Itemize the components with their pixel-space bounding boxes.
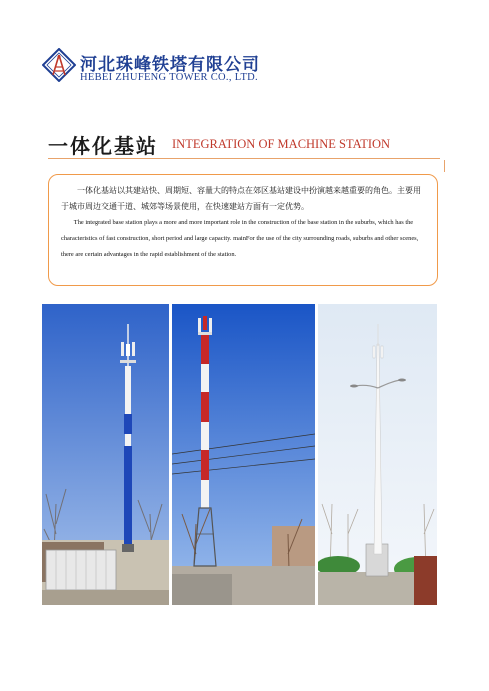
tower-logo-icon xyxy=(42,48,76,82)
company-name-cn: 河北珠峰铁塔有限公司 xyxy=(80,55,260,75)
photo-tower-blue xyxy=(42,304,169,605)
title-divider xyxy=(48,158,440,159)
title-divider-tick xyxy=(444,160,445,172)
description-cn: 一体化基站以其建站快、周期短、容量大的特点在郊区基站建设中扮演越来越重要的角色。主要用于城市周边交通干道、城郊等场景使用，在快速建站方面有一定优势。 xyxy=(61,186,421,211)
photo-tower-white xyxy=(318,304,437,605)
section-title-en: INTEGRATION OF MACHINE STATION xyxy=(172,137,391,151)
company-name-en: HEBEI ZHUFENG TOWER CO., LTD. xyxy=(80,72,258,83)
photo-tower-redwhite xyxy=(172,304,315,605)
description-box xyxy=(48,174,438,286)
description-en: The integrated base station plays a more and more important role in the construction of the base station in the suburbs, which has the characteristics of fast construction, short period and large capacity. mainFor the use of the city surrounding roads, suburbs and other scenes, there are certain advantages in the rapid establishment of the station. xyxy=(61,219,419,258)
section-title-cn: 一体化基站 xyxy=(48,134,158,158)
